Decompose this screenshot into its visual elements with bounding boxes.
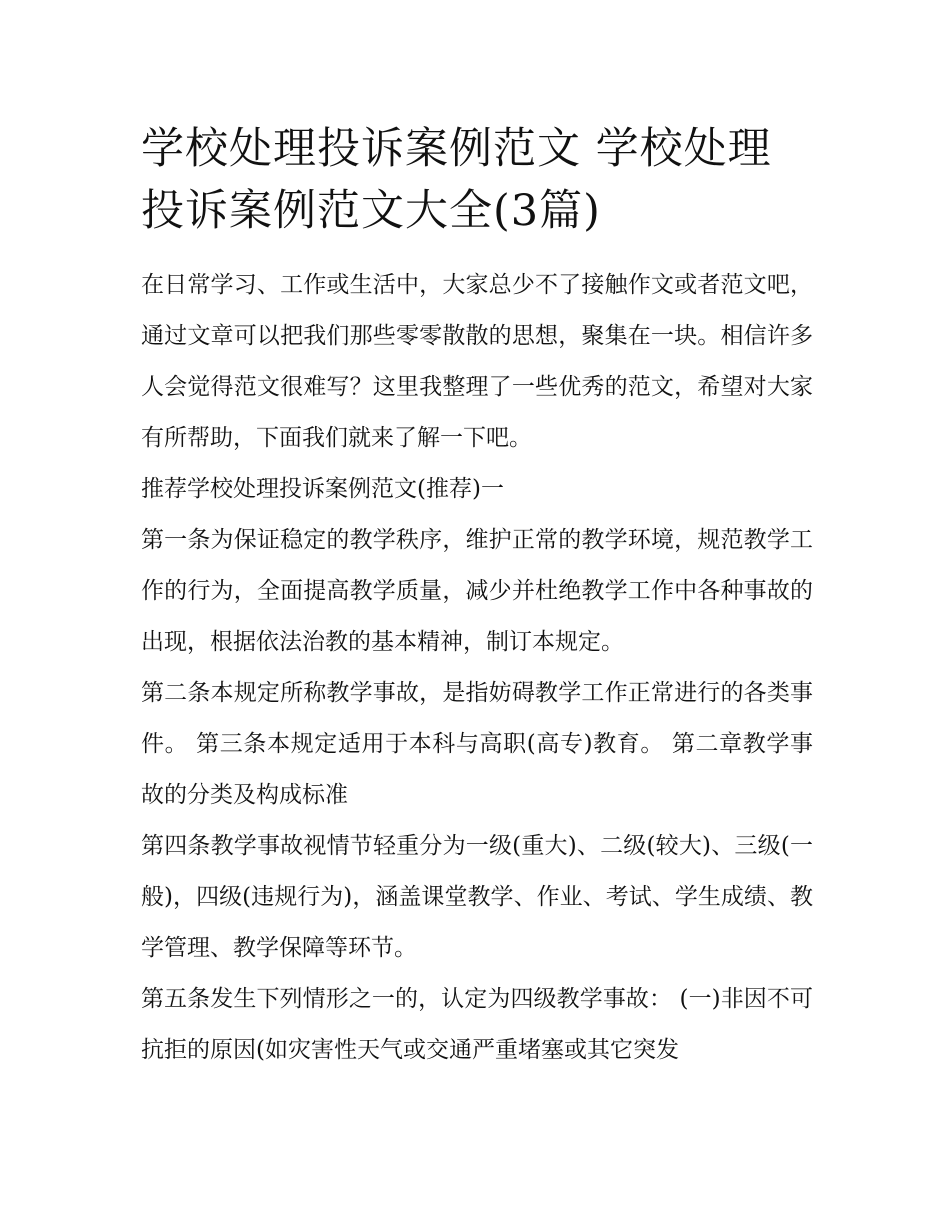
section-heading: 推荐学校处理投诉案例范文(推荐)一 bbox=[141, 476, 504, 502]
article-2-3-paragraph: 第二条本规定所称教学事故，是指妨碍教学工作正常进行的各类事件。 第三条本规定适用于本科与高职(高专)教育。 第二章教学事故的分类及构成标准 bbox=[141, 680, 813, 808]
article-1-paragraph: 第一条为保证稳定的教学秩序，维护正常的教学环境，规范教学工作的行为，全面提高教学质量，减少并杜绝教学工作中各种事故的出现，根据依法治教的基本精神，制订本规定。 bbox=[141, 527, 813, 655]
article-4-paragraph: 第四条教学事故视情节轻重分为一级(重大)、二级(较大)、三级(一般)，四级(违规行为)，涵盖课堂教学、作业、考试、学生成绩、教学管理、教学保障等环节。 bbox=[141, 833, 813, 961]
document-content bbox=[141, 118, 813, 1076]
document-title: 学校处理投诉案例范文 学校处理投诉案例范文大全(3篇) bbox=[141, 124, 772, 236]
intro-paragraph: 在日常学习、工作或生活中，大家总少不了接触作文或者范文吧，通过文章可以把我们那些零零散散的思想，聚集在一块。相信许多人会觉得范文很难写？这里我整理了一些优秀的范文，希望对大家有所帮助，下面我们就来了解一下吧。 bbox=[141, 272, 813, 451]
article-5-paragraph: 第五条发生下列情形之一的，认定为四级教学事故： (一)非因不可抗拒的原因(如灾害性天气或交通严重堵塞或其它突发 bbox=[141, 986, 813, 1063]
